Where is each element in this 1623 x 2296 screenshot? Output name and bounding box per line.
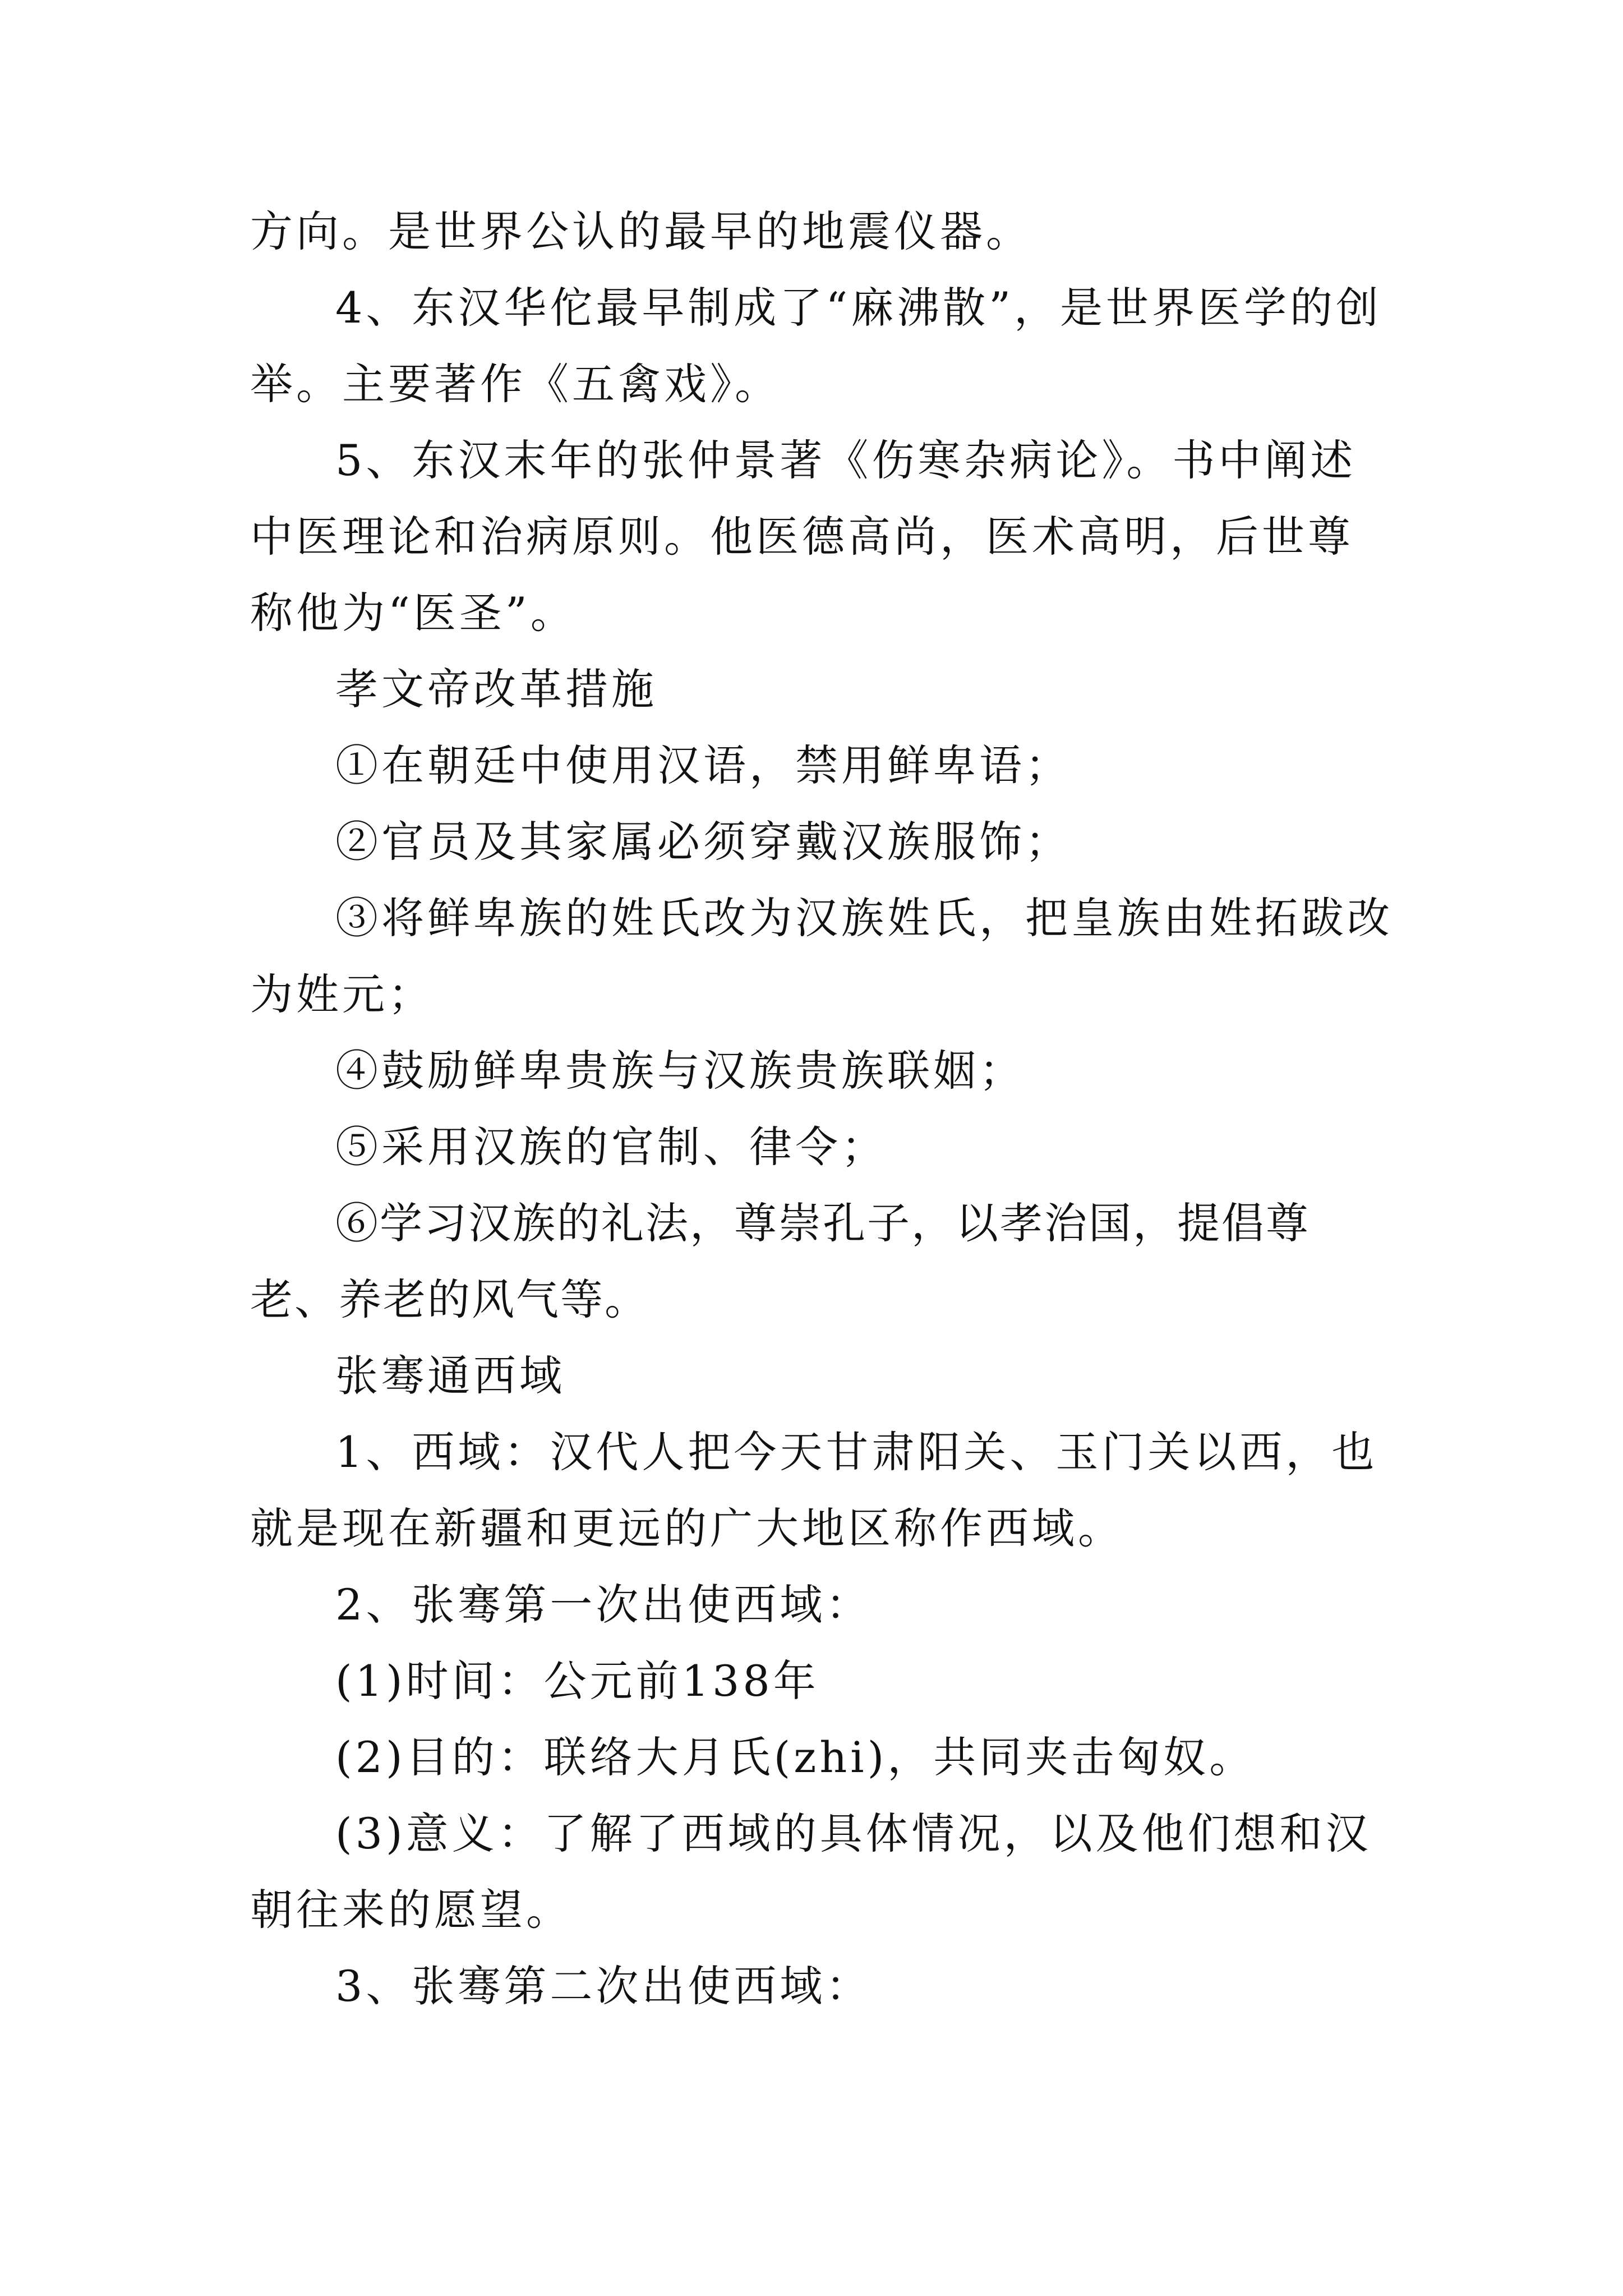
reform-item-5: ⑤采用汉族的官制、律令；	[335, 1122, 887, 1172]
first-mission-purpose: (2)目的：联络大月氏(zhi)，共同夹击匈奴。	[335, 1732, 1256, 1782]
reform-item-6: ⑥学习汉族的礼法，尊崇孔子，以孝治国，提倡尊老、养老的风气等。	[250, 1198, 1310, 1324]
document-body	[250, 194, 1394, 2024]
heading-zhangqian-western-regions: 张骞通西域	[335, 1351, 565, 1401]
paragraph-second-mission: 3、张骞第二次出使西域：	[335, 1961, 872, 2011]
reform-item-4: ④鼓励鲜卑贵族与汉族贵族联姻；	[335, 1046, 1025, 1096]
reform-item-2: ②官员及其家属必须穿戴汉族服饰；	[335, 817, 1071, 867]
paragraph-first-mission: 2、张骞第一次出使西域：	[335, 1580, 872, 1630]
paragraph-huatuo: 4、东汉华佗最早制成了“麻沸散”，是世界医学的创举。主要著作《五禽戏》。	[250, 283, 1382, 409]
reform-item-1: ①在朝廷中使用汉语，禁用鲜卑语；	[335, 740, 1071, 790]
paragraph-western-regions-definition: 1、西域：汉代人把今天甘肃阳关、玉门关以西，也就是现在新疆和更远的广大地区称作西域。	[250, 1427, 1378, 1553]
first-mission-time: (1)时间：公元前138年	[335, 1656, 819, 1706]
reform-item-3: ③将鲜卑族的姓氏改为汉族姓氏，把皇族由姓拓跋改为姓元；	[250, 893, 1393, 1019]
paragraph-zhangzhongjing: 5、东汉末年的张仲景著《伤寒杂病论》。书中阐述中医理论和治病原则。他医德高尚，医术高明，后世尊称他为“医圣”。	[250, 435, 1357, 638]
first-mission-significance: (3)意义：了解了西域的具体情况，以及他们想和汉朝往来的愿望。	[250, 1809, 1372, 1935]
paragraph-earthquake-continuation: 方向。是世界公认的最早的地震仪器。	[250, 206, 1032, 256]
heading-xiaowendi-reform: 孝文帝改革措施	[335, 664, 657, 714]
